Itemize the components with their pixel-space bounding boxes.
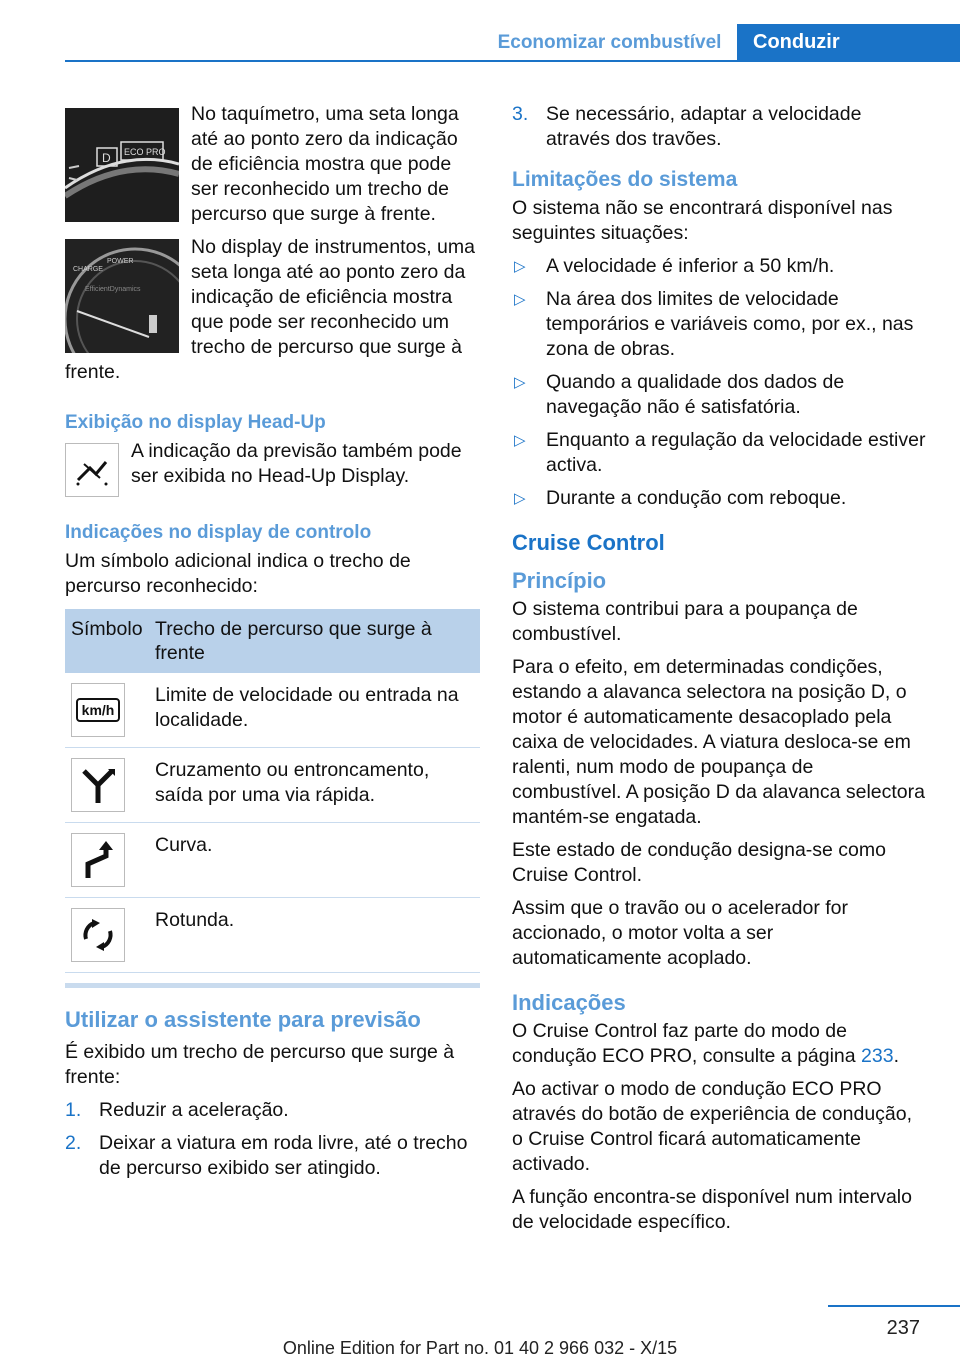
table-row [65, 748, 480, 823]
notes-paragraph-2: Ao activar o modo de condução ECO PRO através do botão de experiência de condução, o Cruise Control ficará automaticamente activado. [512, 1078, 913, 1175]
use-assistant-paragraph: É exibido um trecho de percurso que surge à frente: [65, 1041, 455, 1088]
step-text: Se necessário, adaptar a velocidade através dos travões. [546, 103, 862, 150]
principle-paragraph-4: Assim que o travão ou o acelerador for accionado, o motor volta a ser automaticamente acoplado. [512, 897, 849, 969]
section-divider [65, 983, 480, 988]
triangle-bullet-icon: ▷ [514, 374, 526, 391]
control-display-paragraph: Um símbolo adicional indica o trecho de percurso reconhecido: [65, 550, 411, 597]
notes-paragraph-1 [512, 1019, 927, 1069]
header-section-title: Economizar combustível [497, 32, 722, 53]
list-item [65, 1131, 480, 1181]
list-item [512, 102, 927, 152]
page-number: 237 [886, 1317, 920, 1339]
tachometer-gear-label: D [102, 151, 111, 165]
table-row [65, 823, 480, 898]
footer-rule [828, 1305, 960, 1307]
principle-heading: Princípio [512, 568, 607, 593]
list-item-text: Enquanto a regulação da velocidade estiver activa. [546, 429, 926, 476]
list-item [65, 1098, 480, 1123]
roundabout-icon [71, 908, 125, 962]
instrument-display-image [65, 239, 179, 353]
left-column [65, 102, 480, 1189]
list-item-text: A velocidade é inferior a 50 km/h. [546, 255, 835, 277]
tachometer-image [65, 108, 179, 222]
steps-list [65, 1098, 480, 1181]
symbol-table-header [65, 609, 480, 673]
notes-paragraph-3: A função encontra-se disponível num intervalo de velocidade específico. [512, 1186, 912, 1233]
list-item-text: Quando a qualidade dos dados de navegação não é satisfatória. [546, 371, 845, 418]
list-item [512, 287, 927, 362]
principle-paragraph-2: Para o efeito, em determinadas condições, estando a alavanca selectora na posição D, o motor é automaticamente desacoplado pela caixa de velocidades. A viatura desloca-se em ralenti, num modo de poupança de combustível. A posição D da alavanca selectora mantém-se engatada. [512, 656, 925, 828]
right-column [512, 102, 927, 1243]
notes-heading: Indicações [512, 990, 626, 1015]
step-text: Reduzir a aceleração. [99, 1099, 289, 1121]
cruise-control-heading: Cruise Control [512, 530, 665, 555]
instrument-power-label: POWER [107, 258, 134, 265]
list-item [512, 370, 927, 420]
notes-text-end: . [893, 1045, 900, 1067]
list-item-text: Na área dos limites de velocidade temporários e variáveis como, por ex., nas zona de obras. [546, 288, 914, 360]
description-column-header: Trecho de percurso que surge à frente [149, 609, 480, 673]
hud-forecast-icon [65, 443, 119, 497]
instrument-paragraph: No display de instrumentos, uma seta longa até ao ponto zero da indicação de eficiência mostra que pode ser reconhecido um trecho de percurso que surge à frente. [65, 236, 475, 383]
principle-paragraph-3: Este estado de condução designa-se como Cruise Control. [512, 839, 886, 886]
speed-limit-icon [71, 683, 125, 737]
edition-footer: Online Edition for Part no. 01 40 2 966 032 - X/15 [282, 1338, 678, 1358]
list-item [512, 486, 927, 511]
limits-paragraph: O sistema não se encontrará disponível nas seguintes situações: [512, 197, 893, 244]
header-rule [65, 60, 960, 62]
triangle-bullet-icon: ▷ [514, 432, 526, 449]
tachometer-paragraph: No taquímetro, uma seta longa até ao ponto zero da indicação de eficiência mostra que pode ser reconhecido um trecho de percurso que surge à frente. [191, 103, 459, 225]
list-item [512, 254, 927, 279]
junction-icon [71, 758, 125, 812]
page-233-link[interactable]: 233 [861, 1045, 894, 1067]
limits-heading: Limitações do sistema [512, 168, 738, 191]
use-assistant-heading: Utilizar o assistente para previsão [65, 1007, 421, 1032]
instrument-brand-label: EfficientDynamics [85, 286, 141, 293]
hud-paragraph: A indicação da previsão também pode ser exibida no Head-Up Display. [131, 440, 462, 487]
list-item [512, 428, 927, 478]
step-text: Deixar a viatura em roda livre, até o trecho de percurso exibido ser atingido. [99, 1132, 468, 1179]
step-number: 3. [512, 103, 529, 125]
principle-paragraph-1: O sistema contribui para a poupança de combustível. [512, 598, 858, 645]
step-number: 1. [65, 1099, 82, 1121]
step-number: 2. [65, 1132, 82, 1154]
hud-heading: Exibição no display Head-Up [65, 412, 326, 433]
limits-list [512, 254, 927, 511]
tachometer-mode-label: ECO PRO [124, 147, 166, 157]
table-row [65, 898, 480, 973]
table-row-description: Cruzamento ou entroncamento, saída por uma via rápida. [149, 748, 480, 823]
table-row [65, 673, 480, 748]
triangle-bullet-icon: ▷ [514, 490, 526, 507]
table-row-description: Curva. [149, 823, 480, 898]
symbol-column-header: Símbolo [65, 609, 149, 673]
curve-icon [71, 833, 125, 887]
control-display-heading: Indicações no display de controlo [65, 522, 372, 543]
table-row-description: Limite de velocidade ou entrada na localidade. [149, 673, 480, 748]
speed-limit-icon-text: km/h [76, 698, 121, 722]
list-item-text: Durante a condução com reboque. [546, 487, 847, 509]
instrument-charge-label: CHARGE [73, 266, 103, 273]
notes-text: O Cruise Control faz parte do modo de condução ECO PRO, consulte a página [512, 1020, 862, 1067]
symbol-table [65, 609, 480, 973]
triangle-bullet-icon: ▷ [514, 258, 526, 275]
steps-list-continued [512, 102, 927, 152]
header-chapter-tab: Conduzir [737, 24, 960, 62]
table-row-description: Rotunda. [149, 898, 480, 973]
triangle-bullet-icon: ▷ [514, 291, 526, 308]
